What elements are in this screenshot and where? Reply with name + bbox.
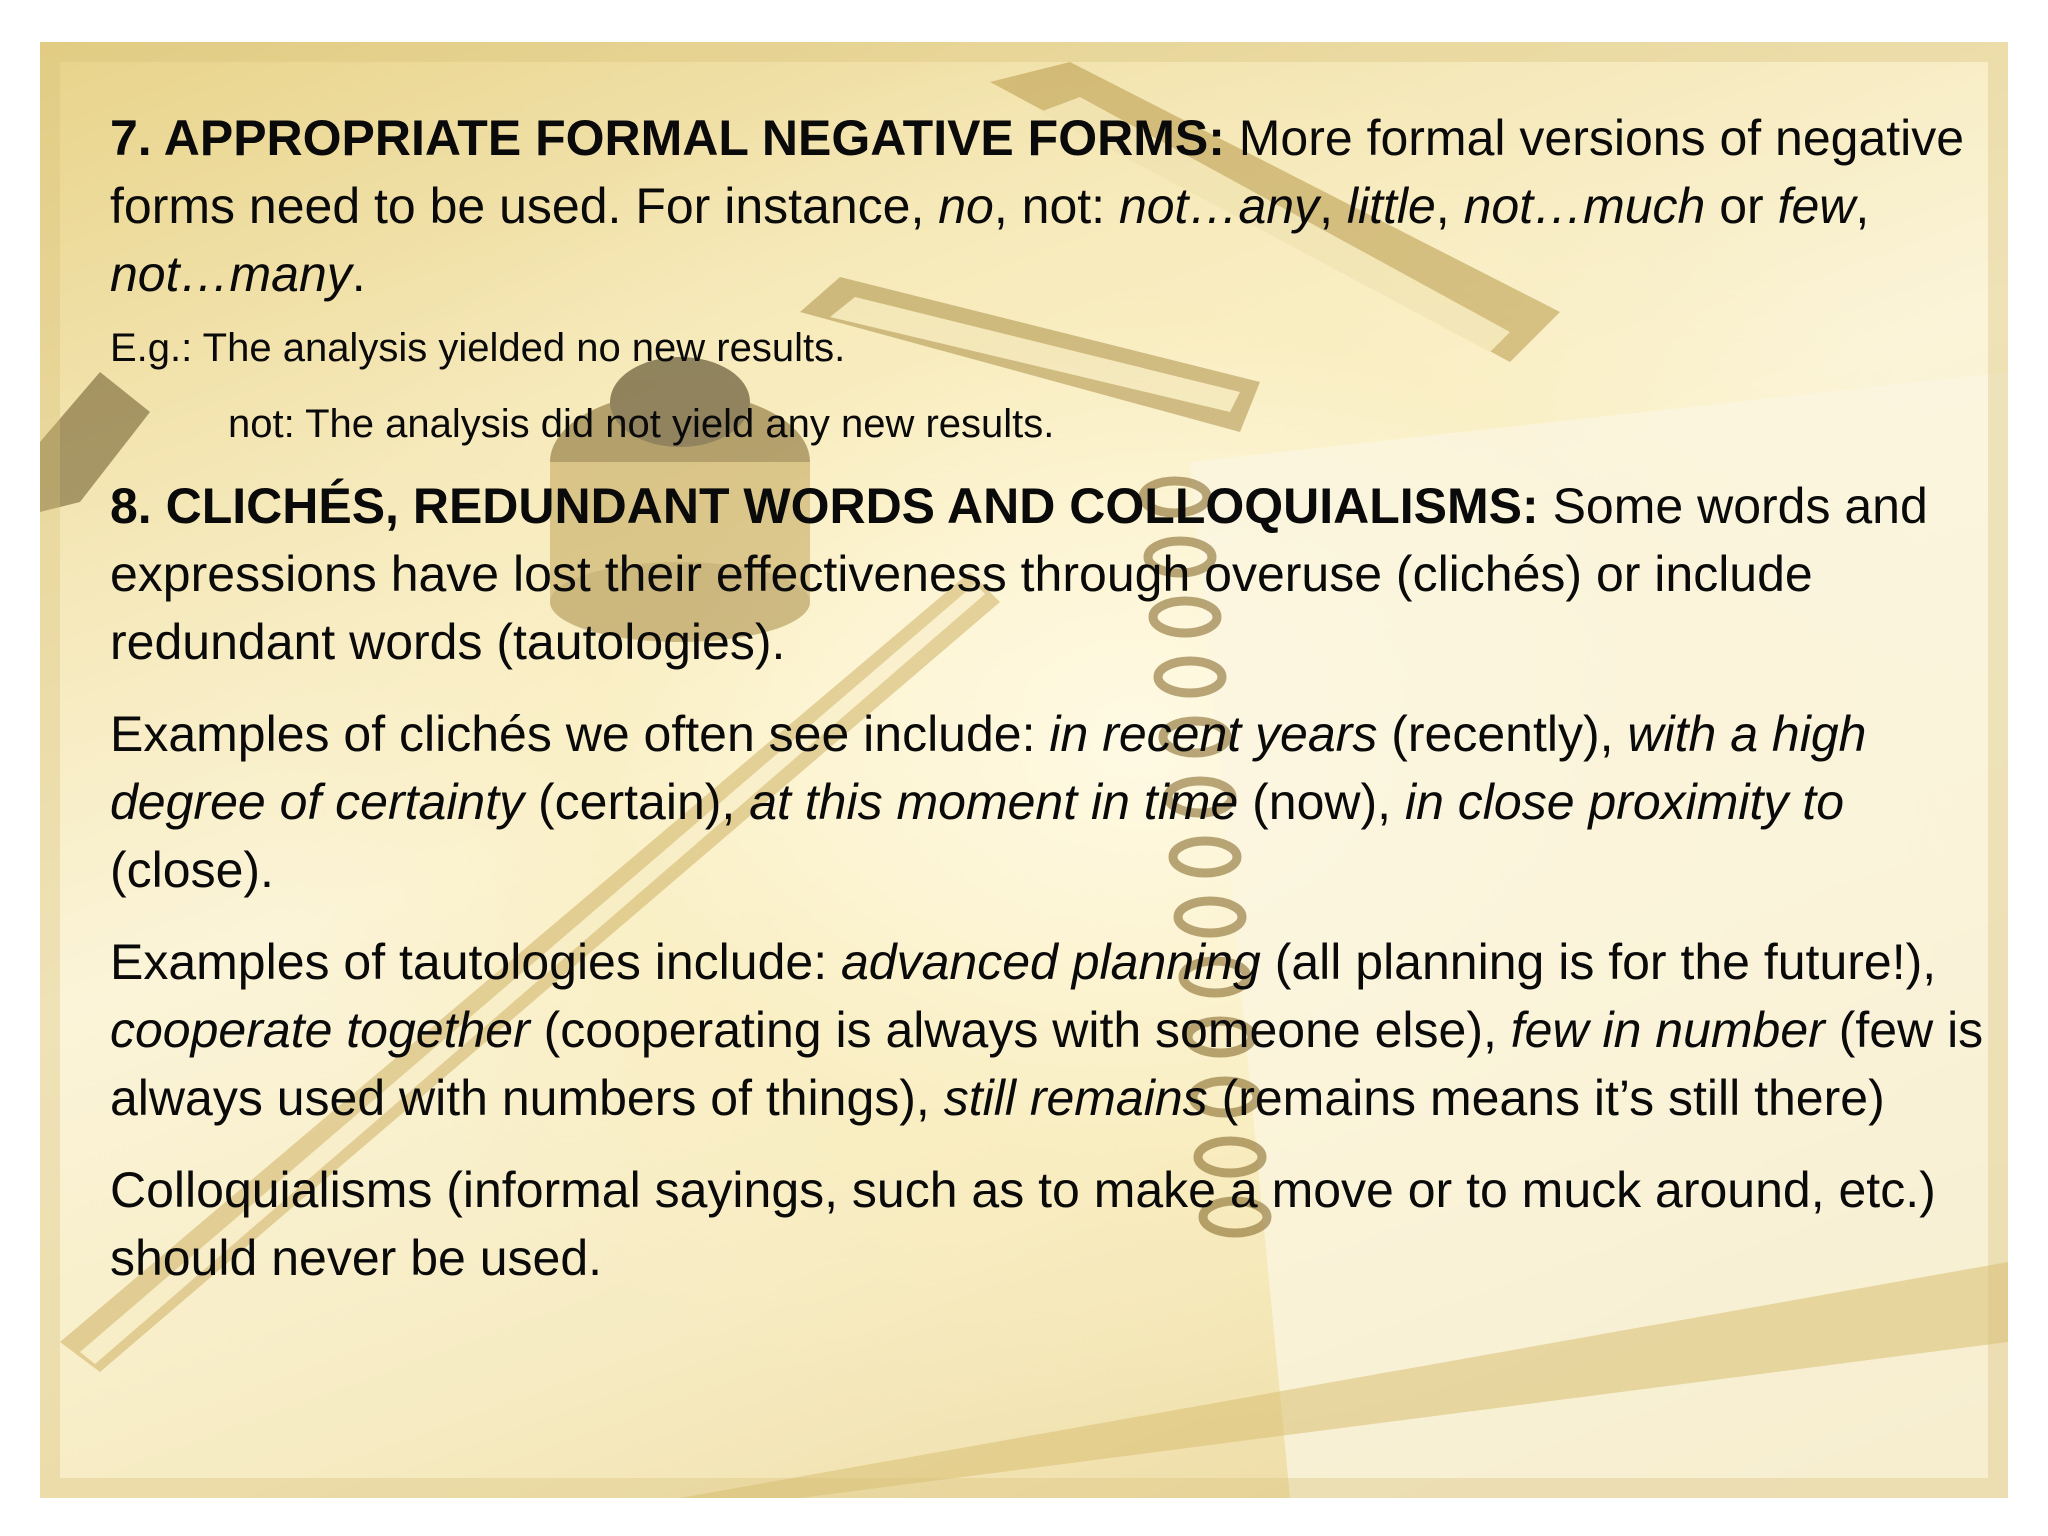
section-8-heading: 8. CLICHÉS, REDUNDANT WORDS AND COLLOQUIALISMS: [110,478,1539,534]
colloquialisms-paragraph: Colloquialisms (informal sayings, such as to make a move or to muck around, etc.) should never be used. [110,1162,1936,1286]
slide [40,42,2008,1498]
section-7-heading: 7. APPROPRIATE FORMAL NEGATIVE FORMS: [110,110,1225,166]
cliches-paragraph: Examples of clichés we often see include: in recent years (recently), with a high degree of certainty (certain), at this moment in time (now), in close proximity to (close). [110,706,1867,898]
example-sentence: E.g.: The analysis yielded no new results. [110,326,846,370]
section-7-paragraph: 7. APPROPRIATE FORMAL NEGATIVE FORMS: More formal versions of negative forms need to be used. For instance, no, not: not…any, little, not…much or few, not…many. [110,110,1965,302]
tautologies-paragraph: Examples of tautologies include: advanced planning (all planning is for the future!), cooperate together (cooperating is always with someone else), few in number (few is always used with numbers of things), still remains (remains means it’s still there) [110,934,1984,1126]
example-counter-sentence: not: The analysis did not yield any new results. [228,402,1055,446]
slide-content [110,104,1990,1316]
section-8-paragraph: 8. CLICHÉS, REDUNDANT WORDS AND COLLOQUIALISMS: Some words and expressions have lost their effectiveness through overuse (clichés) or include redundant words (tautologies). [110,478,1928,670]
